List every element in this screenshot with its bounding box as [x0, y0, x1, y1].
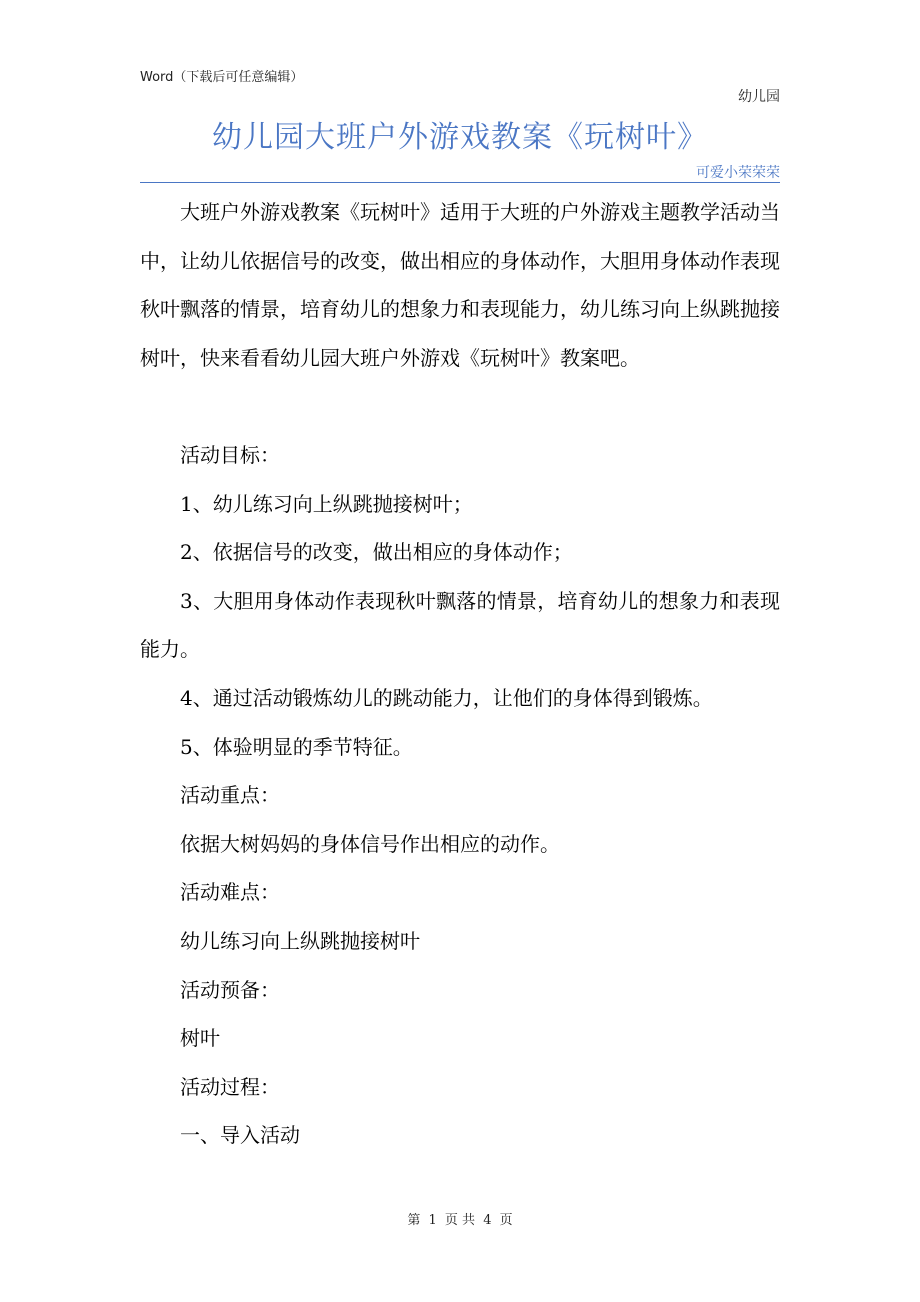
- section-heading-difficulty: 活动难点：: [180, 880, 280, 905]
- footer-prefix: 第: [407, 1213, 421, 1228]
- footer-middle: 页 共: [444, 1213, 476, 1228]
- header-category: 幼儿园: [738, 89, 780, 105]
- difficulty-text: 幼儿练习向上纵跳抛接树叶: [180, 928, 420, 953]
- document-title: 幼儿园大班户外游戏教案《玩树叶》: [212, 120, 708, 155]
- goal-item: 4、通过活动锻炼幼儿的跳动能力，让他们的身体得到锻炼。: [180, 685, 713, 710]
- section-heading-focus: 活动重点：: [180, 783, 280, 808]
- goal-item: 1、幼儿练习向上纵跳抛接树叶；: [180, 491, 473, 516]
- section-heading-preparation: 活动预备：: [180, 977, 280, 1002]
- goal-item: 3、大胆用身体动作表现秋叶飘落的情景，培育幼儿的想象力和表现能力。: [140, 588, 780, 662]
- current-page-number: 1: [428, 1213, 437, 1228]
- goal-item: 5、体验明显的季节特征。: [180, 734, 413, 759]
- goal-item: 2、依据信号的改变，做出相应的身体动作；: [180, 540, 573, 565]
- intro-paragraph: 大班户外游戏教案《玩树叶》适用于大班的户外游戏主题教学活动当中，让幼儿依据信号的改变，做出相应的身体动作，大胆用身体动作表现秋叶飘落的情景，培育幼儿的想象力和表现能力，幼儿练习向上纵跳抛接树叶，快来看看幼儿园大班户外游戏《玩树叶》教案吧。: [140, 200, 780, 370]
- section-heading-goals: 活动目标：: [180, 442, 280, 467]
- title-divider: [140, 182, 780, 183]
- paragraph-gap: [140, 382, 780, 431]
- total-page-count: 4: [483, 1213, 492, 1228]
- document-body: [140, 188, 780, 1160]
- footer-suffix: 页: [499, 1213, 513, 1228]
- page-footer: [0, 1209, 920, 1228]
- section-heading-process: 活动过程：: [180, 1074, 280, 1099]
- author-name: 可爱小荣荣荣: [696, 165, 780, 181]
- focus-text: 依据大树妈妈的身体信号作出相应的动作。: [180, 831, 560, 856]
- download-note: Word（下载后可任意编辑）: [140, 70, 304, 85]
- preparation-text: 树叶: [180, 1026, 220, 1051]
- process-step-heading: 一、导入活动: [180, 1123, 300, 1148]
